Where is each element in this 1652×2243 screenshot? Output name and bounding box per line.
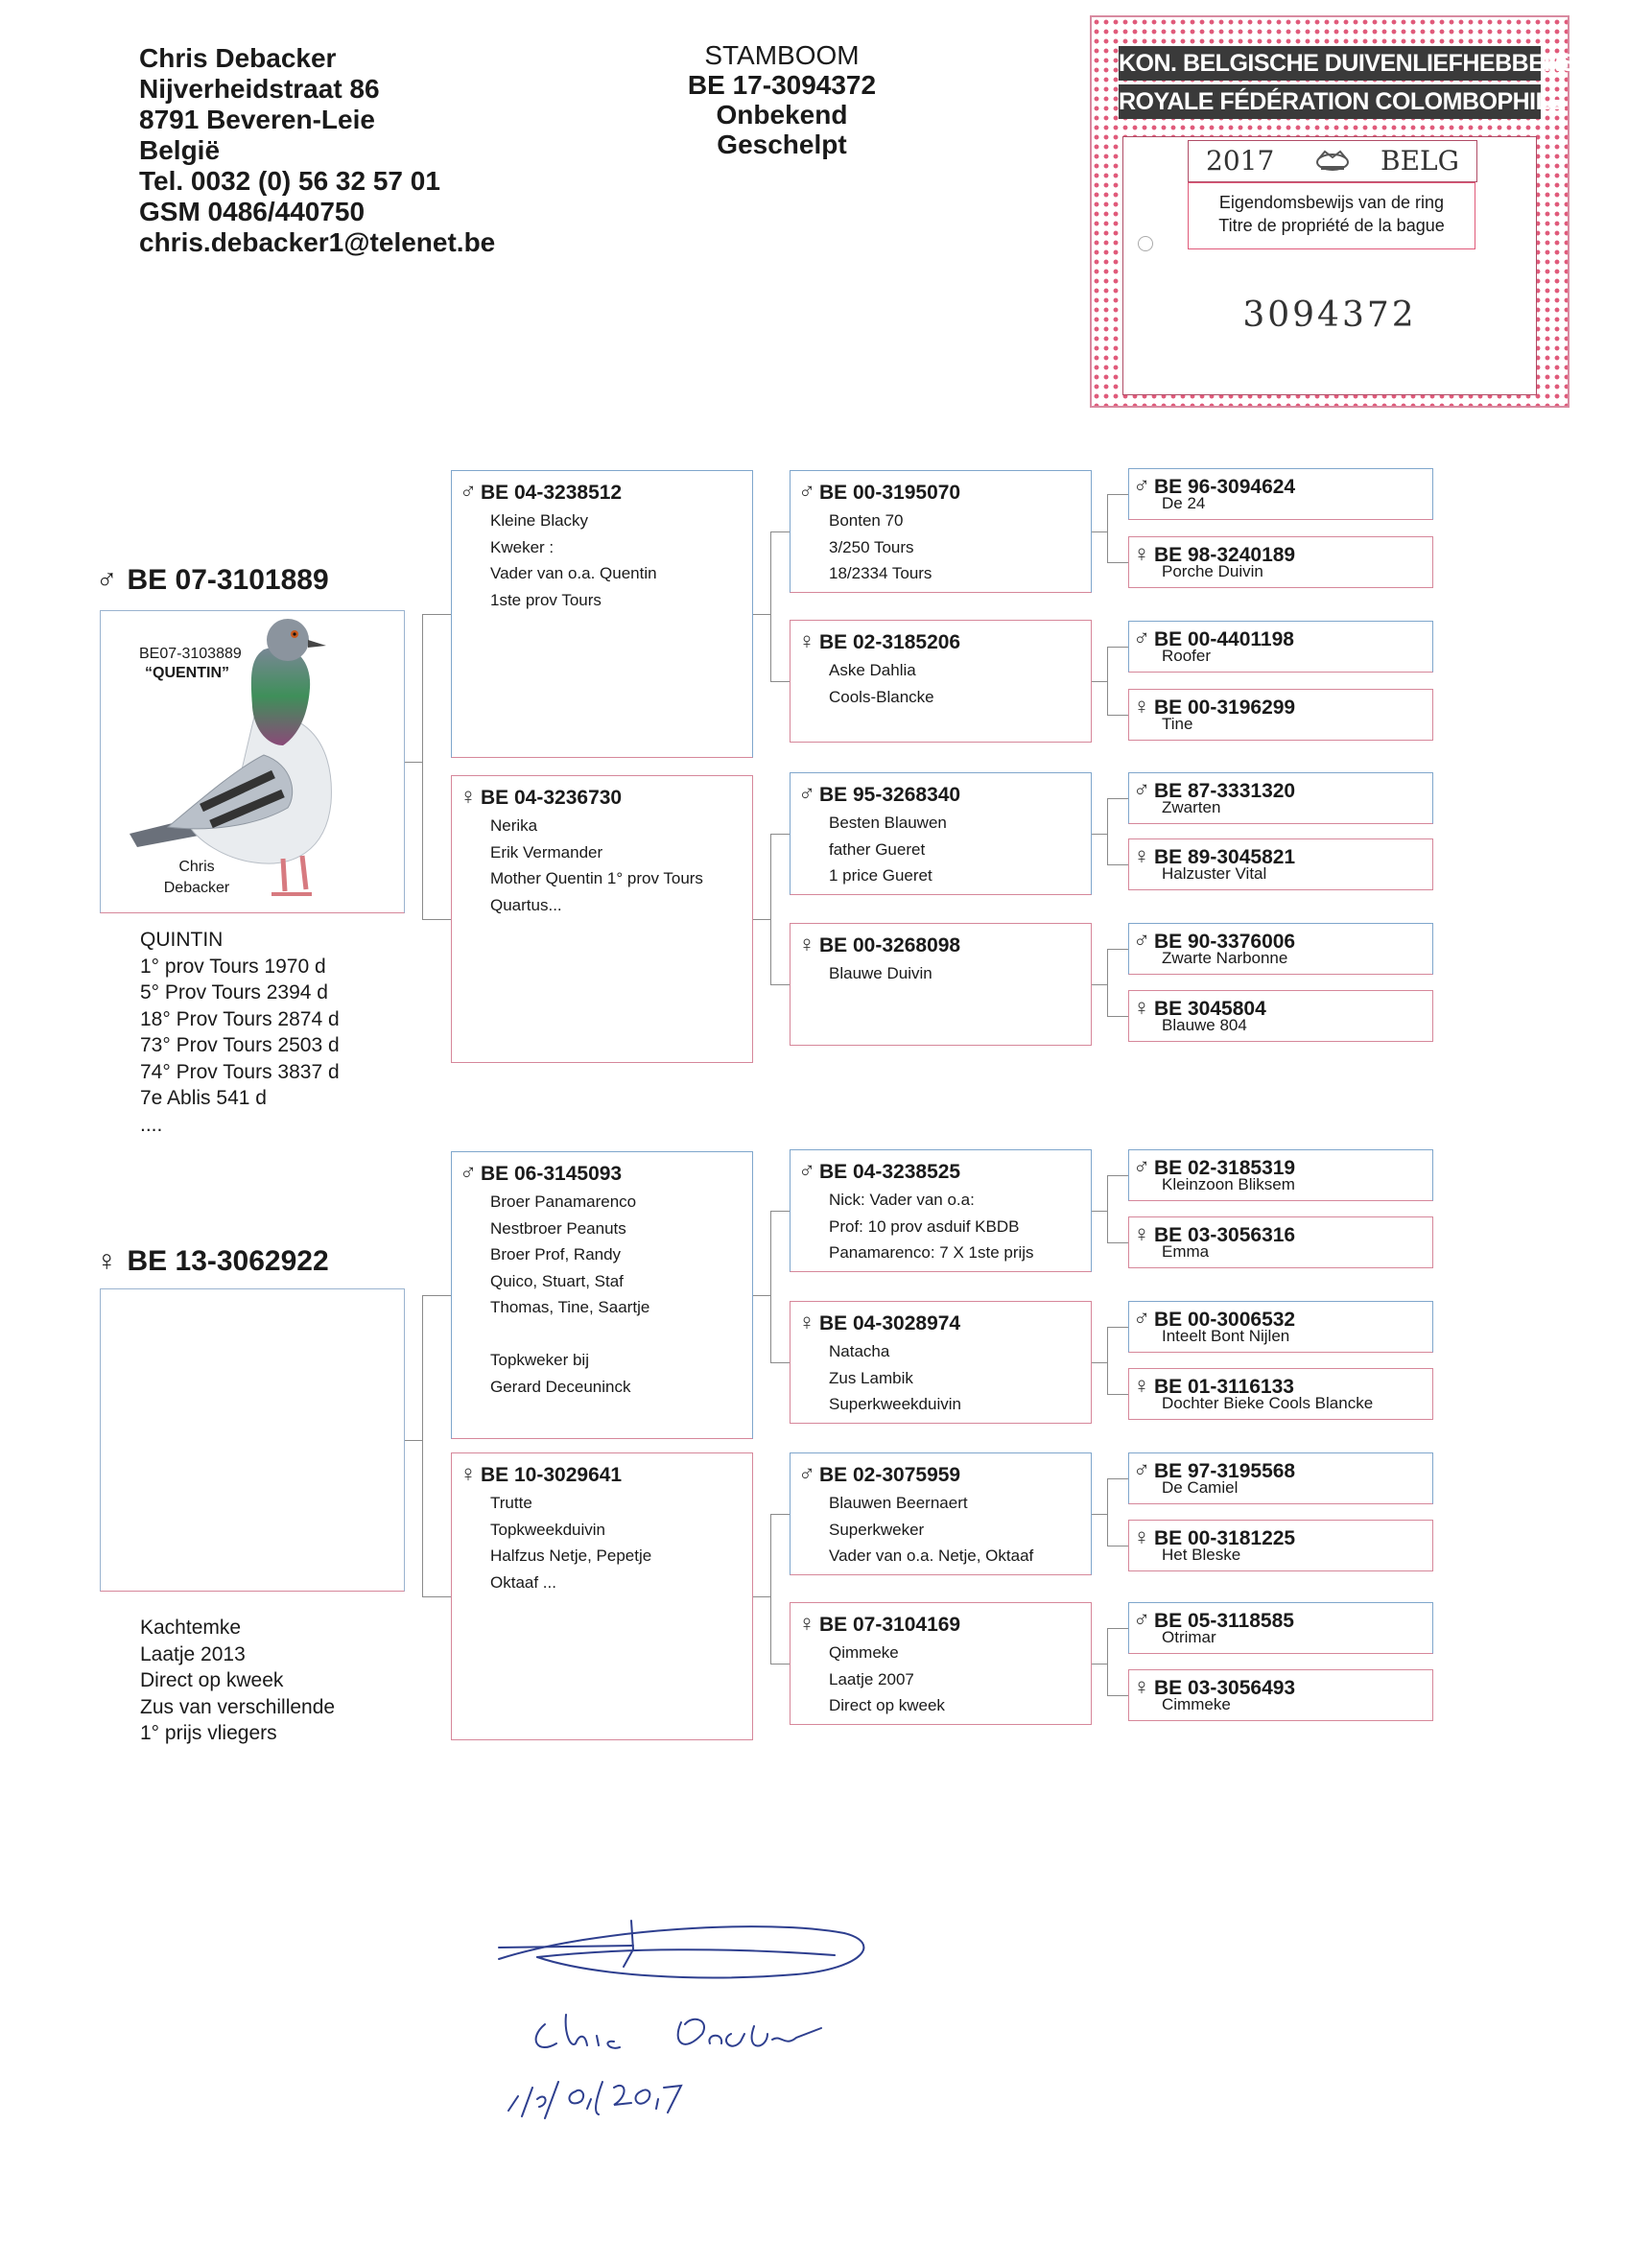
card-details — [829, 1490, 1033, 1570]
detail-line: Nick: Vader van o.a: — [829, 1191, 975, 1209]
connector-line — [405, 762, 422, 763]
card-header — [460, 1160, 622, 1187]
connector-line — [1107, 1478, 1108, 1546]
connector-line — [1107, 1242, 1128, 1243]
female-icon: ♀ — [1133, 995, 1150, 1021]
female-icon: ♀ — [460, 1461, 477, 1487]
ring-number: BE 96-3094624 — [1154, 476, 1296, 498]
great-grandparent-card[interactable] — [1128, 468, 1433, 520]
card-details — [1162, 1327, 1289, 1346]
connector-line — [770, 1514, 790, 1515]
ring-number: BE 06-3145093 — [481, 1163, 623, 1185]
detail-line: Superkweekduivin — [829, 1395, 961, 1413]
connector-line — [1092, 1362, 1107, 1363]
detail-line: Broer Prof, Randy — [490, 1245, 622, 1263]
connector-line — [1092, 531, 1107, 532]
connector-line — [770, 1514, 771, 1664]
connector-line — [1107, 1175, 1128, 1176]
card-details — [1162, 715, 1192, 734]
connector-line — [1107, 949, 1128, 950]
ring-number: BE 04-3236730 — [481, 787, 623, 809]
grandparent-card[interactable] — [790, 772, 1092, 895]
male-icon: ♂ — [1133, 1457, 1150, 1483]
connector-line — [1107, 1695, 1128, 1696]
detail-line: Inteelt Bont Nijlen — [1162, 1327, 1290, 1345]
card-header — [798, 479, 960, 506]
female-icon: ♀ — [460, 784, 477, 810]
card-details — [1162, 647, 1211, 666]
detail-line: Gerard Deceuninck — [490, 1377, 631, 1396]
connector-line — [422, 1596, 451, 1597]
detail-line: Kweker : — [490, 537, 555, 556]
parent-card[interactable] — [451, 1452, 753, 1740]
detail-line: Vader van o.a. Quentin — [490, 564, 657, 582]
detail-line: father Gueret — [829, 839, 926, 859]
ring-number: BE 04-3028974 — [819, 1312, 961, 1334]
pedigree-ring: BE 17-3094372 — [687, 70, 877, 100]
connector-line — [1107, 1628, 1108, 1695]
connector-line — [770, 1211, 790, 1212]
note-line: 7e Ablis 541 d — [140, 1087, 267, 1109]
card-header — [798, 1310, 960, 1336]
detail-line: Superkweker — [829, 1520, 925, 1539]
ring-number: BE 02-3075959 — [819, 1464, 961, 1486]
great-grandparent-card[interactable] — [1128, 1669, 1433, 1721]
male-icon: ♂ — [1133, 1154, 1150, 1180]
detail-line: Direct op kweek — [829, 1696, 945, 1714]
connector-line — [1092, 1514, 1107, 1515]
ring-number: BE 3045804 — [1154, 998, 1266, 1020]
great-grandparent-card[interactable] — [1128, 772, 1433, 824]
connector-line — [770, 1211, 771, 1362]
federation-name-nl: KON. BELGISCHE DUIVENLIEFHEBBERSBOND — [1119, 46, 1541, 81]
ring-number: BE 95-3268340 — [819, 784, 961, 806]
detail-line: Qimmeke — [829, 1643, 899, 1662]
card-details — [1162, 1394, 1373, 1413]
grandparent-card[interactable] — [790, 1149, 1092, 1272]
connector-line — [770, 531, 790, 532]
parent-card[interactable] — [451, 470, 753, 758]
connector-line — [1107, 562, 1128, 563]
great-grandparent-card[interactable] — [1128, 536, 1433, 588]
detail-line: Nerika — [490, 816, 538, 835]
note-line: 18° Prov Tours 2874 d — [140, 1007, 340, 1030]
great-grandparent-card[interactable] — [1128, 1452, 1433, 1504]
ring-number: BE 04-3238525 — [819, 1161, 961, 1183]
ring-number: BE 10-3029641 — [481, 1464, 623, 1486]
connector-line — [422, 919, 451, 920]
detail-line: 1ste prov Tours — [490, 590, 602, 609]
sire-ring: BE 07-3101889 — [127, 564, 329, 596]
card-details — [1162, 864, 1266, 884]
detail-line: 3/250 Tours — [829, 537, 914, 556]
detail-line: De 24 — [1162, 494, 1206, 512]
male-icon: ♂ — [798, 1158, 815, 1184]
detail-line: Topkweekduivin — [490, 1520, 606, 1539]
connector-line — [753, 1295, 770, 1296]
detail-line: Vader van o.a. Netje, Oktaaf — [829, 1546, 1034, 1565]
certificate-title-fr: Titre de propriété de la bague — [1218, 216, 1445, 235]
connector-line — [1107, 1175, 1108, 1242]
connector-line — [1107, 1478, 1128, 1479]
detail-line: Erik Vermander — [490, 842, 603, 862]
great-grandparent-card[interactable] — [1128, 1216, 1433, 1268]
detail-line: Dochter Bieke Cools Blancke — [1162, 1394, 1374, 1412]
grandparent-card[interactable] — [790, 620, 1092, 743]
detail-line: Laatje 2007 — [829, 1669, 914, 1688]
card-details — [829, 657, 934, 710]
pedigree-title: STAMBOOM — [704, 40, 860, 70]
ring-number: BE 89-3045821 — [1154, 846, 1296, 868]
ring-number: BE 98-3240189 — [1154, 544, 1296, 566]
male-icon: ♂ — [798, 781, 815, 807]
male-icon: ♂ — [96, 564, 118, 596]
connector-line — [1092, 984, 1107, 985]
detail-line: Oktaaf ... — [490, 1572, 556, 1592]
female-icon: ♀ — [798, 1611, 815, 1637]
grandparent-card[interactable] — [790, 470, 1092, 593]
male-icon: ♂ — [1133, 626, 1150, 651]
grandparent-card[interactable] — [790, 1452, 1092, 1575]
certificate-country-code: BELG — [1381, 145, 1459, 177]
ring-number: BE 97-3195568 — [1154, 1460, 1296, 1482]
female-icon: ♀ — [96, 1245, 118, 1277]
ring-number: BE 07-3104169 — [819, 1614, 961, 1636]
great-grandparent-card[interactable] — [1128, 838, 1433, 890]
detail-line: Quartus... — [490, 895, 562, 914]
detail-line: Halfzus Netje, Pepetje — [490, 1546, 652, 1565]
card-details — [1162, 1628, 1216, 1647]
connector-line — [1107, 949, 1108, 1016]
connector-line — [422, 614, 451, 615]
connector-line — [1107, 798, 1108, 864]
owner-country: België — [139, 135, 221, 165]
connector-line — [422, 1295, 423, 1596]
detail-line: Roofer — [1162, 647, 1212, 665]
great-grandparent-card[interactable] — [1128, 621, 1433, 673]
ring-number: BE 01-3116133 — [1154, 1376, 1294, 1398]
great-grandparent-card[interactable] — [1128, 1149, 1433, 1201]
great-grandparent-card[interactable] — [1128, 1368, 1433, 1420]
connector-line — [753, 614, 770, 615]
detail-line: Blauwen Beernaert — [829, 1494, 968, 1512]
detail-line: Thomas, Tine, Saartje — [490, 1298, 650, 1316]
owner-city: 8791 Beveren-Leie — [139, 105, 375, 134]
card-details — [1162, 1478, 1238, 1498]
detail-line: Kleinzoon Bliksem — [1162, 1175, 1295, 1193]
grandparent-card[interactable] — [790, 1602, 1092, 1725]
female-icon: ♀ — [798, 1310, 815, 1335]
connector-line — [1092, 834, 1107, 835]
detail-line: Het Bleske — [1162, 1546, 1241, 1564]
female-icon: ♀ — [1133, 1674, 1150, 1700]
detail-line: Cools-Blancke — [829, 687, 934, 706]
note-line: 1° prijs vliegers — [140, 1722, 277, 1744]
card-header — [1133, 694, 1295, 720]
handwritten-signature — [480, 1900, 902, 2149]
male-icon: ♂ — [1133, 1306, 1150, 1332]
note-line: Laatje 2013 — [140, 1642, 246, 1665]
card-details — [829, 508, 932, 587]
detail-line: Panamarenco: 7 X 1ste prijs — [829, 1243, 1034, 1262]
card-header — [798, 1611, 960, 1638]
connector-line — [1107, 1327, 1128, 1328]
connector-line — [770, 984, 790, 985]
connector-line — [1107, 1016, 1128, 1017]
card-details — [490, 1490, 651, 1595]
card-header — [1133, 1221, 1295, 1248]
male-icon: ♂ — [798, 1461, 815, 1487]
detail-line: 1 price Gueret — [829, 866, 932, 885]
connector-line — [770, 1362, 790, 1363]
card-details — [1162, 562, 1263, 581]
ring-number: BE 00-3196299 — [1154, 697, 1296, 719]
detail-line: Porche Duivin — [1162, 562, 1263, 580]
great-grandparent-card[interactable] — [1128, 990, 1433, 1042]
card-details — [1162, 1242, 1209, 1262]
female-icon: ♀ — [1133, 541, 1150, 567]
owner-street: Nijverheidstraat 86 — [139, 74, 380, 104]
detail-line: Zwarten — [1162, 798, 1221, 816]
detail-line: De Camiel — [1162, 1478, 1239, 1497]
card-header — [1133, 473, 1295, 500]
connector-line — [1092, 681, 1107, 682]
note-line: Direct op kweek — [140, 1669, 284, 1691]
detail-line: Topkweker bij — [490, 1351, 589, 1369]
detail-line: Kleine Blacky — [490, 511, 589, 530]
detail-line: Halzuster Vital — [1162, 864, 1267, 883]
ring-number: BE 00-3006532 — [1154, 1309, 1296, 1331]
detail-line: Zwarte Narbonne — [1162, 949, 1288, 967]
detail-line — [490, 1321, 649, 1348]
detail-line: Mother Quentin 1° prov Tours — [490, 869, 703, 887]
ring-number: BE 03-3056493 — [1154, 1677, 1296, 1699]
card-details — [1162, 798, 1220, 817]
card-details — [829, 1338, 961, 1418]
grandparent-card[interactable] — [790, 923, 1092, 1046]
connector-line — [1107, 864, 1128, 865]
note-line: QUINTIN — [140, 929, 224, 951]
card-header — [798, 1158, 960, 1185]
ring-number: BE 00-4401198 — [1154, 628, 1294, 650]
great-grandparent-card[interactable] — [1128, 1520, 1433, 1571]
card-header — [1133, 626, 1294, 652]
connector-line — [1107, 494, 1108, 562]
card-header — [798, 932, 960, 958]
photo-owner-line: Debacker — [163, 880, 230, 896]
ring-number: BE 00-3268098 — [819, 934, 961, 956]
certificate-year: 2017 — [1206, 145, 1275, 177]
owner-name: Chris Debacker — [139, 43, 337, 73]
detail-line: Blauwe 804 — [1162, 1016, 1247, 1034]
connector-line — [1107, 1327, 1108, 1394]
ring-number: BE 02-3185319 — [1154, 1157, 1296, 1179]
ring-number: BE 87-3331320 — [1154, 780, 1296, 802]
great-grandparent-card[interactable] — [1128, 1602, 1433, 1654]
female-icon: ♀ — [798, 628, 815, 654]
detail-line: Zus Lambik — [829, 1368, 913, 1387]
owner-tel: Tel. 0032 (0) 56 32 57 01 — [139, 166, 440, 196]
connector-line — [1092, 1211, 1107, 1212]
parent-card[interactable] — [451, 1151, 753, 1439]
card-details — [1162, 1175, 1295, 1194]
card-details — [829, 960, 932, 987]
ring-number: BE 00-3181225 — [1154, 1527, 1296, 1549]
note-line: 73° Prov Tours 2503 d — [140, 1034, 340, 1056]
pedigree-color: Onbekend — [716, 100, 848, 130]
detail-line: Cimmeke — [1162, 1695, 1231, 1713]
connector-line — [1107, 798, 1128, 799]
male-icon: ♂ — [1133, 928, 1150, 954]
detail-line: Blauwe Duivin — [829, 964, 932, 982]
great-grandparent-card[interactable] — [1128, 1301, 1433, 1353]
photo-ring-label: BE07-3103889 — [139, 646, 242, 662]
male-icon: ♂ — [460, 1160, 477, 1186]
female-icon: ♀ — [1133, 843, 1150, 869]
card-details — [490, 508, 657, 613]
female-icon: ♀ — [1133, 694, 1150, 720]
connector-line — [1107, 715, 1128, 716]
photo-name-label: “QUENTIN” — [145, 665, 229, 681]
male-icon: ♂ — [1133, 777, 1150, 803]
detail-line: Tine — [1162, 715, 1193, 733]
connector-line — [770, 681, 790, 682]
certificate-title-nl: Eigendomsbewijs van de ring — [1218, 193, 1445, 212]
female-icon: ♀ — [1133, 1221, 1150, 1247]
connector-line — [753, 1596, 770, 1597]
card-header — [460, 784, 622, 811]
card-details — [490, 813, 703, 918]
connector-line — [422, 1295, 451, 1296]
note-line: Kachtemke — [140, 1617, 242, 1639]
connector-line — [770, 834, 790, 835]
detail-line: Aske Dahlia — [829, 661, 916, 679]
ring-number: BE 02-3185206 — [819, 631, 961, 653]
owner-email: chris.debacker1@telenet.be — [139, 227, 496, 257]
card-header — [460, 479, 622, 506]
card-details — [829, 810, 947, 889]
connector-line — [1092, 1664, 1107, 1665]
male-icon: ♂ — [1133, 473, 1150, 499]
dam-ring: BE 13-3062922 — [127, 1245, 329, 1277]
ring-number: BE 03-3056316 — [1154, 1224, 1296, 1246]
detail-line: Otrimar — [1162, 1628, 1216, 1646]
great-grandparent-card[interactable] — [1128, 923, 1433, 975]
ring-number: BE 04-3238512 — [481, 482, 623, 504]
card-details — [1162, 1016, 1247, 1035]
ring-number: BE 90-3376006 — [1154, 931, 1296, 953]
male-icon: ♂ — [460, 479, 477, 505]
great-grandparent-card[interactable] — [1128, 689, 1433, 741]
connector-line — [753, 919, 770, 920]
photo-owner-line: Chris — [178, 859, 215, 875]
card-header — [460, 1461, 622, 1488]
certificate-number: 3094372 — [1242, 295, 1417, 335]
detail-line: Natacha — [829, 1342, 890, 1360]
card-details — [829, 1187, 1034, 1266]
female-icon: ♀ — [1133, 1524, 1150, 1550]
connector-line — [1107, 647, 1128, 648]
detail-line: Quico, Stuart, Staf — [490, 1271, 624, 1290]
connector-line — [770, 531, 771, 681]
pedigree-pattern: Geschelpt — [717, 130, 847, 159]
female-icon: ♀ — [798, 932, 815, 957]
connector-line — [1107, 1394, 1128, 1395]
card-header — [798, 1461, 960, 1488]
note-line: .... — [140, 1113, 163, 1136]
card-details — [1162, 1546, 1240, 1565]
detail-line: 18/2334 Tours — [829, 564, 932, 582]
federation-name-fr: ROYALE FÉDÉRATION COLOMBOPHILE BELGE — [1119, 84, 1541, 119]
card-details — [1162, 949, 1287, 968]
note-line: 1° prov Tours 1970 d — [140, 955, 326, 978]
note-line: Zus van verschillende — [140, 1695, 336, 1718]
card-details — [1162, 1695, 1231, 1714]
card-details — [829, 1640, 945, 1719]
connector-line — [770, 834, 771, 984]
detail-line: Prof: 10 prov asduif KBDB — [829, 1216, 1020, 1236]
ring-number: BE 05-3118585 — [1154, 1610, 1294, 1632]
connector-line — [405, 1440, 422, 1441]
grandparent-card[interactable] — [790, 1301, 1092, 1424]
note-line: 5° Prov Tours 2394 d — [140, 981, 328, 1003]
owner-gsm: GSM 0486/440750 — [139, 197, 366, 226]
detail-line: Trutte — [490, 1494, 532, 1512]
connector-line — [1107, 494, 1128, 495]
female-icon: ♀ — [1133, 1373, 1150, 1399]
card-details — [490, 1189, 649, 1400]
card-header — [798, 781, 960, 808]
card-header — [798, 628, 960, 655]
male-icon: ♂ — [1133, 1607, 1150, 1633]
male-icon: ♂ — [798, 479, 815, 505]
note-line: 74° Prov Tours 3837 d — [140, 1060, 340, 1083]
detail-line: Emma — [1162, 1242, 1210, 1261]
parent-card[interactable] — [451, 775, 753, 1063]
connector-line — [770, 1664, 790, 1665]
detail-line: Bonten 70 — [829, 511, 904, 530]
detail-line: Nestbroer Peanuts — [490, 1218, 626, 1238]
detail-line: Broer Panamarenco — [490, 1192, 637, 1211]
detail-line: Besten Blauwen — [829, 814, 947, 832]
card-details — [1162, 494, 1205, 513]
connector-line — [1107, 647, 1108, 715]
connector-line — [1107, 1628, 1128, 1629]
ring-number: BE 00-3195070 — [819, 482, 961, 504]
connector-line — [422, 614, 423, 919]
